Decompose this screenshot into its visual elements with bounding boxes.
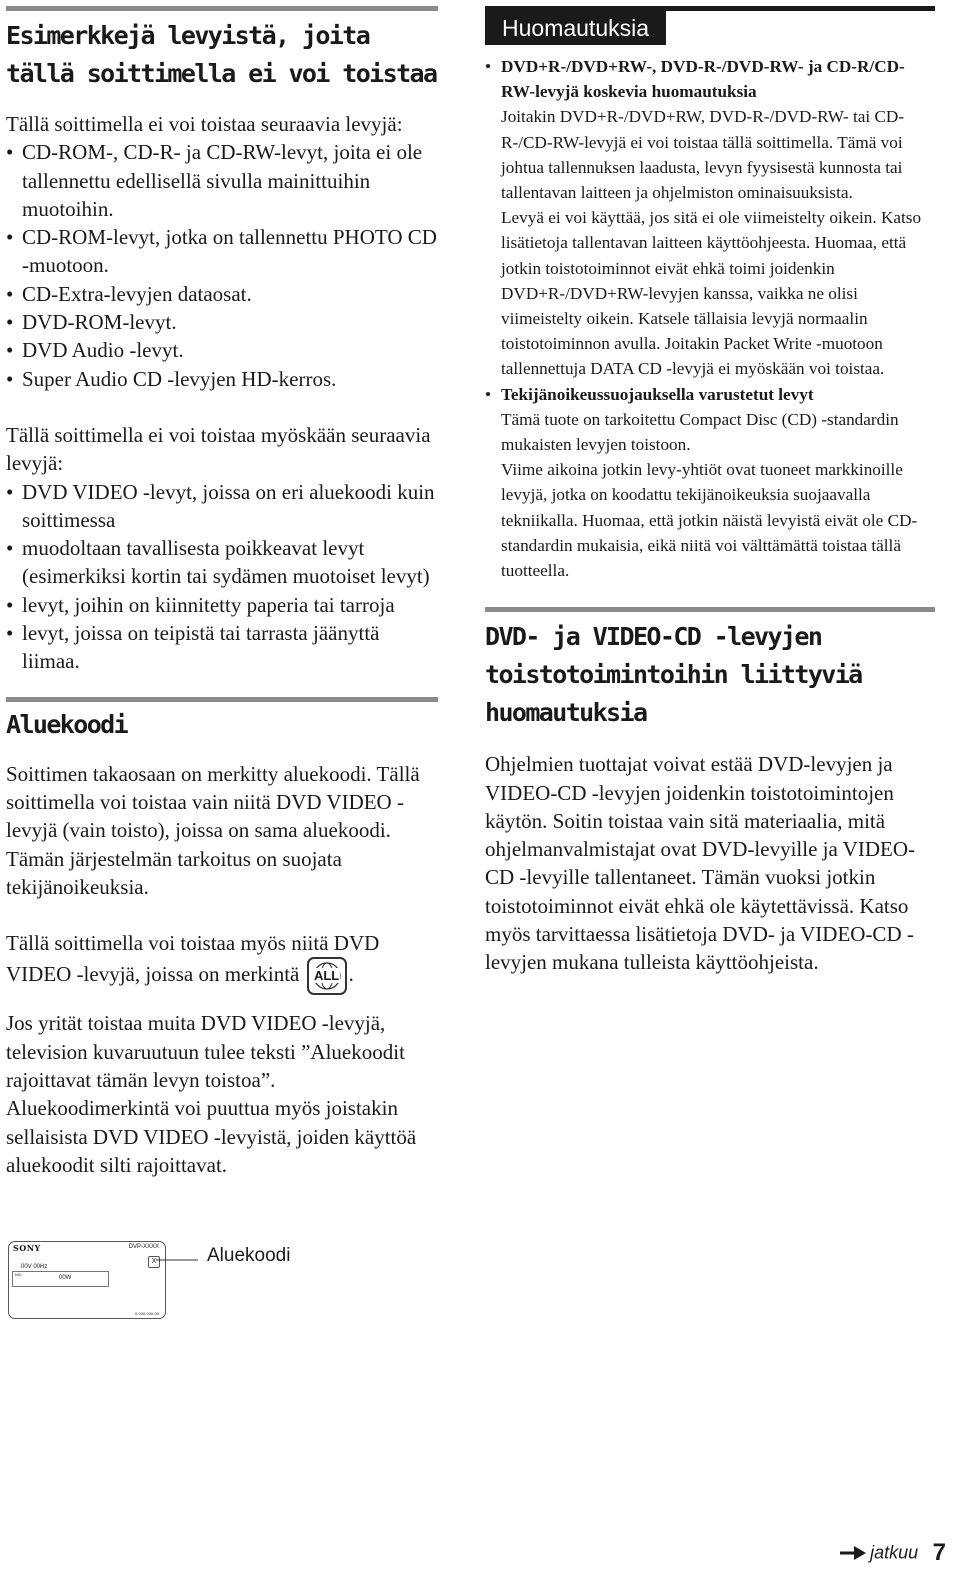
section-heading-unplayable: Esimerkkejä levyistä, joita tällä soittimella ei voi toistaa [6,21,437,88]
note-heading: • DVD+R-/DVD+RW-, DVD-R-/DVD-RW- ja CD-R/CD-RW-levyjä koskevia huomautuksia [501,57,905,102]
playback-notes-paragraph: Ohjelmien tuottajat voivat estää DVD-levyjen ja VIDEO-CD -levyjen joidenkin toistotoimintojen käytön. Soitin toistaa vain sitä materiaalia, mitä ohjelmanvalmistajat ovat DVD-levyille ja VIDEO-CD -levyille tallentaneet. Tämän vuoksi jotkin toistotoiminnot eivät ehkä ole käytettävissä. Katso myös tarvittaessa lisätietoja DVD- ja VIDEO-CD -levyjen mukana tulleista käyttöohjeista. [485,752,915,975]
brand-logo: SONY [13,1243,41,1253]
rating-box [12,1271,109,1287]
list-item: • DVD Audio -levyt. [6,336,438,364]
section-rule [485,607,935,612]
intro-text: Tällä soittimella ei voi toistaa seuraavia levyjä: [6,112,403,136]
left-column [6,0,438,1179]
note-heading: • Tekijänoikeussuojauksella varustetut levyt [501,384,814,404]
right-column [485,0,935,977]
arrow-right-icon [840,1545,866,1561]
intro-text-2: Tällä soittimella ei voi toistaa myöskään seuraavia levyjä: [6,422,431,476]
model-number: DVP-XXXX [128,1244,159,1250]
serial-number: 0-000-000-00 [134,1311,159,1316]
region-code-callout: Aluekoodi [207,1245,291,1266]
region-paragraph-2 [6,929,438,995]
section-rule [6,6,438,11]
rear-panel-label-figure [8,1241,166,1319]
list-item: • DVD-ROM-levyt. [6,308,438,336]
page-footer [840,1539,946,1567]
list-item: • DVD VIDEO -levyt, joissa on eri aluekoodi kuin soittimessa [6,478,438,535]
section-heading-playback-notes: DVD- ja VIDEO-CD -levyjen toistotoimintoihin liittyviä huomautuksia [485,622,862,728]
region-paragraph-2-text: Tällä soittimella voi toistaa myös niitä DVD VIDEO -levyjä, joissa on merkintä [6,931,380,987]
list-item: • levyt, joissa on teipistä tai tarrasta jäänyttä liimaa. [6,619,438,676]
region-all-mark-icon [307,957,347,995]
region-paragraph-1: Soittimen takaosaan on merkitty aluekoodi. Tällä soittimella voi toistaa vain niitä DVD VIDEO -levyjä (vain toisto), joissa on sama aluekoodi. Tämän järjestelmän tarkoitus on suojata tekijänoikeuksia. [6,761,420,899]
note-paragraph: Tämä tuote on tarkoitettu Compact Disc (CD) -standardin mukaisten levyjen toistoon. [501,409,899,455]
list-item: • CD-ROM-, CD-R- ja CD-RW-levyt, joita ei ole tallennettu edellisellä sivulla mainittuihin muotoihin. [6,138,438,223]
note-item [485,54,935,382]
all-mark-label: ALL [313,968,340,984]
unplayable-list [6,138,438,393]
list-item: • levyt, joihin on kiinnitetty paperia tai tarroja [6,591,438,619]
note-paragraph: Viime aikoina jotkin levy-yhtiöt ovat tuoneet markkinoille levyjä, jotka on koodattu tekijänoikeuksia suojaavalla tekniikalla. Huomaa, että jotkin näistä levyistä eivät ole CD-standardin mukaisia, eikä niitä voi välttämättä toistaa tällä tuotteella. [501,460,918,581]
region-paragraph-3: Jos yrität toistaa muita DVD VIDEO -levyjä, television kuvaruutuun tulee teksti ”Aluekoodit rajoittavat tämän levyn toistoa”. Aluekoodimerkintä voi puuttua myös joistakin sellaisista DVD VIDEO -levyistä, joiden käyttöä aluekoodit silti rajoittavat. [6,1011,417,1177]
continue-label: jatkuu [870,1542,919,1563]
note-paragraph: Joitakin DVD+R-/DVD+RW, DVD-R-/DVD-RW- tai CD-R-/CD-RW-levyjä ei voi toistaa tällä soittimella. Tämä voi johtua tallennuksen laadusta, levyn fyysisestä kunnosta tai tallentavan laitteen ja ohjelmiston ominaisuuksista. [501,107,905,203]
callout-line [156,1246,206,1276]
notes-title: Huomautuksia [485,11,666,45]
list-item: • CD-ROM-levyt, jotka on tallennettu PHOTO CD -muotoon. [6,223,438,280]
section-heading-region-code: Aluekoodi [6,709,128,739]
list-item: • Super Audio CD -levyjen HD-kerros. [6,365,438,393]
period: . [348,962,354,987]
notes-list [485,54,935,583]
list-item: • muodoltaan tavallisesta poikkeavat levyt (esimerkiksi kortin tai sydämen muotoiset levyt) [6,534,438,591]
power-rating: 00W [59,1275,72,1281]
section-rule [6,697,438,702]
voltage-rating: 00V 00Hz [21,1264,48,1270]
rating-small-label: NO. [15,1272,23,1277]
note-paragraph: Levyä ei voi käyttää, jos sitä ei ole viimeistelty oikein. Katso lisätietoja tallentavan laitteen käyttöohjeesta. Huomaa, että jotkin toistotoiminnot eivät ehkä toimi joidenkin DVD+R-/DVD+RW-levyjen kanssa, vaikka ne olisi viimeistelty oikein. Katsele tällaisia levyjä normaalin toistotoiminnon avulla. Joitakin Packet Write -muotoon tallennettuja DATA CD -levyjä ei myöskään voi toistaa. [501,208,922,379]
unplayable-list-2 [6,478,438,676]
list-item: • CD-Extra-levyjen dataosat. [6,280,438,308]
region-code-box: X [148,1256,160,1268]
note-item [485,382,935,584]
page-number: 7 [932,1539,946,1566]
